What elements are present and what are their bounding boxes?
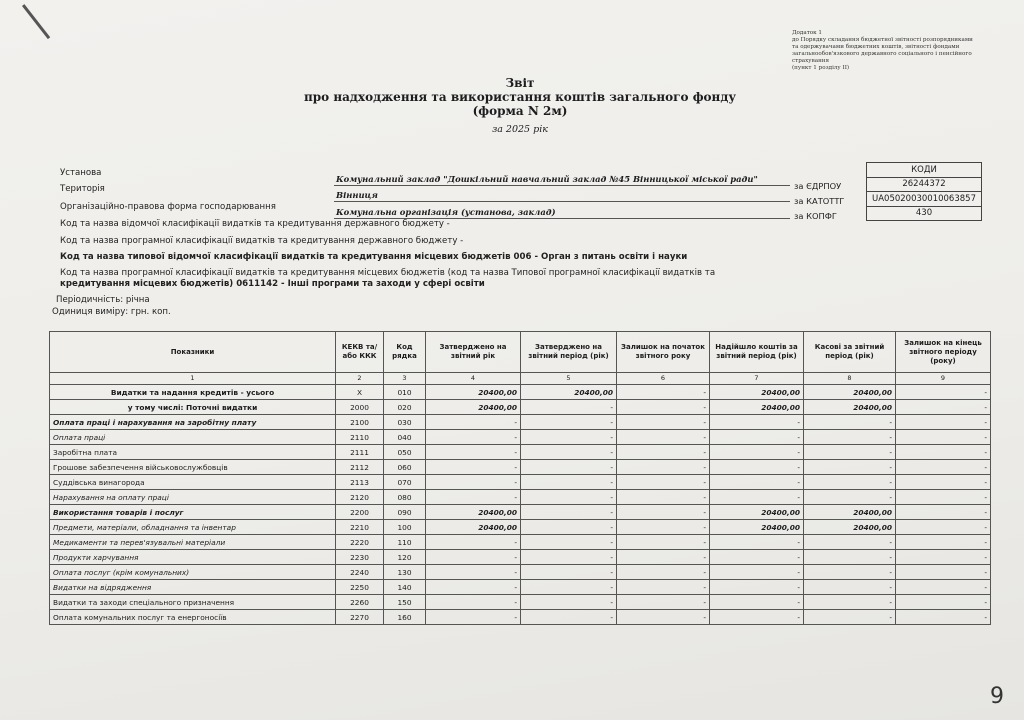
cell-c6: - (617, 610, 710, 625)
cell-c8: - (804, 445, 896, 460)
unit: Одиниця виміру: грн. коп. (52, 307, 171, 317)
table-row (50, 610, 991, 625)
code-katottg: UA05020030010063857 (867, 192, 982, 207)
cell-c5: - (521, 535, 617, 550)
cell-c4: - (426, 445, 521, 460)
cell-c5: - (521, 475, 617, 490)
cell-c4: - (426, 580, 521, 595)
cell-c5: - (521, 505, 617, 520)
report-year: за 2025 рік (492, 124, 548, 135)
cell-c5: - (521, 550, 617, 565)
report-title: Звіт (505, 76, 535, 90)
col-row-code: Код рядка (384, 332, 426, 373)
cell-c4: - (426, 430, 521, 445)
cell-c4: - (426, 565, 521, 580)
cell-code: 020 (384, 400, 426, 415)
cell-c5: - (521, 445, 617, 460)
cell-kekv: 2200 (336, 505, 384, 520)
table-row (50, 430, 991, 445)
table-row (50, 445, 991, 460)
cell-c8: - (804, 610, 896, 625)
cell-c6: - (617, 475, 710, 490)
col-received: Надійшло коштів за звітний період (рік) (710, 332, 804, 373)
cell-c9: - (896, 595, 991, 610)
cell-code: 110 (384, 535, 426, 550)
cell-name: Суддівська винагорода (50, 475, 336, 490)
table-body (50, 373, 991, 625)
cell-kekv: 2100 (336, 415, 384, 430)
annex-note: Додаток 1 до Порядку складання бюджетної звітності розпорядниками та одержувачами бюджетних коштів, звітності фондами загальнообов'язкового державного соціального і пенсійного страхування (пункт 1 розділу II) (792, 30, 973, 71)
cell-c8: 20400,00 (804, 400, 896, 415)
cell-code: 140 (384, 580, 426, 595)
cell-c6: - (617, 550, 710, 565)
cell-c7: - (710, 460, 804, 475)
cell-c9: - (896, 520, 991, 535)
cell-kekv: 2240 (336, 565, 384, 580)
cell-c7: 20400,00 (710, 505, 804, 520)
cell-c4: - (426, 460, 521, 475)
edrpou-label: за ЄДРПОУ (794, 181, 842, 191)
cell-c4: - (426, 475, 521, 490)
cell-c6: - (617, 535, 710, 550)
table-row (50, 415, 991, 430)
cell-c6: - (617, 460, 710, 475)
cell-c8: - (804, 430, 896, 445)
cell-c5: - (521, 595, 617, 610)
cell-c5: - (521, 430, 617, 445)
cell-kekv: 2120 (336, 490, 384, 505)
cell-code: 120 (384, 550, 426, 565)
cell-c6: - (617, 505, 710, 520)
cell-c4: 20400,00 (426, 505, 521, 520)
cell-c4: - (426, 535, 521, 550)
cell-kekv: 2113 (336, 475, 384, 490)
cell-c6: - (617, 445, 710, 460)
cell-c9: - (896, 490, 991, 505)
cell-c8: - (804, 475, 896, 490)
cell-name: Предмети, матеріали, обладнання та інвентар (50, 520, 336, 535)
cell-c6: - (617, 415, 710, 430)
cell-c7: 20400,00 (710, 385, 804, 400)
cell-c5: - (521, 460, 617, 475)
cell-c8: - (804, 460, 896, 475)
col-kekv: КЕКВ та/або ККК (336, 332, 384, 373)
cell-c5: 20400,00 (521, 385, 617, 400)
cell-c7: - (710, 580, 804, 595)
cell-c6: - (617, 385, 710, 400)
col-cash: Касові за звітний період (рік) (804, 332, 896, 373)
cell-c7: - (710, 415, 804, 430)
cell-code: 060 (384, 460, 426, 475)
cell-c4: 20400,00 (426, 520, 521, 535)
program-class-state: Код та назва програмної класифікації видатків та кредитування державного бюджету - (60, 236, 464, 246)
cell-c5: - (521, 580, 617, 595)
cell-c4: 20400,00 (426, 400, 521, 415)
code-kopfg: 430 (867, 206, 982, 221)
cell-c9: - (896, 415, 991, 430)
cell-c5: - (521, 565, 617, 580)
report-subtitle: про надходження та використання коштів загального фонду (304, 90, 736, 104)
cell-c4: - (426, 595, 521, 610)
cell-code: 090 (384, 505, 426, 520)
cell-code: 130 (384, 565, 426, 580)
cell-name: у тому числі: Поточні видатки (50, 400, 336, 415)
cell-c7: - (710, 550, 804, 565)
cell-kekv: 2000 (336, 400, 384, 415)
cell-c7: - (710, 565, 804, 580)
cell-c8: 20400,00 (804, 505, 896, 520)
cell-c4: - (426, 610, 521, 625)
cell-c9: - (896, 385, 991, 400)
cell-c7: - (710, 490, 804, 505)
cell-c7: - (710, 595, 804, 610)
cell-c7: 20400,00 (710, 520, 804, 535)
cell-c9: - (896, 550, 991, 565)
cell-kekv: 2230 (336, 550, 384, 565)
cell-c8: 20400,00 (804, 385, 896, 400)
table-row (50, 550, 991, 565)
cell-c5: - (521, 415, 617, 430)
codes-header: КОДИ (867, 163, 982, 178)
institution-label: Установа (60, 168, 102, 178)
col-indicators: Показники (50, 332, 336, 373)
cell-name: Оплата праці (50, 430, 336, 445)
cell-code: 030 (384, 415, 426, 430)
col-approved-year: Затверджено на звітний рік (426, 332, 521, 373)
legal-form-value: Комунальна організація (установа, заклад) (336, 207, 556, 217)
table-row (50, 580, 991, 595)
col-approved-period: Затверджено на звітний період (рік) (521, 332, 617, 373)
cell-c4: - (426, 490, 521, 505)
institution-value: Комунальний заклад "Дошкільний навчальний заклад №45 Вінницької міської ради" (336, 174, 758, 184)
cell-name: Оплата послуг (крім комунальних) (50, 565, 336, 580)
cell-kekv: 2110 (336, 430, 384, 445)
cell-c8: - (804, 565, 896, 580)
legal-form-label: Організаційно-правова форма господарювання (60, 202, 276, 212)
cell-code: 080 (384, 490, 426, 505)
table-row (50, 475, 991, 490)
cell-c6: - (617, 565, 710, 580)
cell-c9: - (896, 430, 991, 445)
kopfg-label: за КОПФГ (794, 211, 837, 221)
page-number: 9 (990, 684, 1004, 709)
cell-c7: - (710, 430, 804, 445)
cell-code: 050 (384, 445, 426, 460)
cell-c8: - (804, 595, 896, 610)
table-row (50, 595, 991, 610)
cell-name: Медикаменти та перев'язувальні матеріали (50, 535, 336, 550)
cell-c9: - (896, 535, 991, 550)
cell-c6: - (617, 520, 710, 535)
cell-code: 040 (384, 430, 426, 445)
cell-c8: - (804, 490, 896, 505)
cell-c9: - (896, 400, 991, 415)
cell-kekv: 2260 (336, 595, 384, 610)
cell-c8: - (804, 535, 896, 550)
cell-c7: - (710, 445, 804, 460)
cell-c6: - (617, 595, 710, 610)
cell-code: 070 (384, 475, 426, 490)
cell-c7: - (710, 610, 804, 625)
program-class-local-1: Код та назва програмної класифікації видатків та кредитування місцевих бюджетів (код та назва Типової програмної класифікації видатків та (60, 268, 716, 278)
cell-c5: - (521, 400, 617, 415)
cell-c4: - (426, 415, 521, 430)
cell-name: Заробітна плата (50, 445, 336, 460)
cell-code: 150 (384, 595, 426, 610)
cell-c5: - (521, 520, 617, 535)
program-class-local-2: кредитування місцевих бюджетів) 0611142 - Інші програми та заходи у сфері освіти (60, 279, 485, 289)
cell-c6: - (617, 400, 710, 415)
cell-name: Видатки та заходи спеціального призначення (50, 595, 336, 610)
table-row (50, 490, 991, 505)
territory-value: Вінниця (336, 190, 378, 200)
cell-kekv: 2111 (336, 445, 384, 460)
column-numbers-row: 1 2 3 4 5 6 7 8 9 (50, 373, 991, 385)
cell-c7: 20400,00 (710, 400, 804, 415)
cell-name: Використання товарів і послуг (50, 505, 336, 520)
cell-c8: 20400,00 (804, 520, 896, 535)
cell-c8: - (804, 415, 896, 430)
table-header-row (50, 332, 991, 373)
cell-c5: - (521, 610, 617, 625)
cell-name: Нарахування на оплату праці (50, 490, 336, 505)
cell-code: 160 (384, 610, 426, 625)
cell-code: 100 (384, 520, 426, 535)
cell-name: Продукти харчування (50, 550, 336, 565)
codes-table (866, 162, 982, 221)
cell-c8: - (804, 580, 896, 595)
cell-c4: 20400,00 (426, 385, 521, 400)
cell-name: Видатки на відрядження (50, 580, 336, 595)
cell-c6: - (617, 580, 710, 595)
cell-c9: - (896, 580, 991, 595)
report-table (49, 331, 991, 625)
table-row (50, 535, 991, 550)
cell-c5: - (521, 490, 617, 505)
table-row (50, 460, 991, 475)
cell-c9: - (896, 475, 991, 490)
cell-code: 010 (384, 385, 426, 400)
cell-kekv: 2112 (336, 460, 384, 475)
cell-c7: - (710, 475, 804, 490)
cell-kekv: 2220 (336, 535, 384, 550)
table-row (50, 565, 991, 580)
cell-kekv: 2250 (336, 580, 384, 595)
cell-kekv: 2270 (336, 610, 384, 625)
report-form: (форма N 2м) (472, 104, 568, 118)
dept-class-state: Код та назва відомчої класифікації видатків та кредитування державного бюджету - (60, 219, 450, 229)
cell-kekv: 2210 (336, 520, 384, 535)
cell-kekv: X (336, 385, 384, 400)
cell-c9: - (896, 565, 991, 580)
territory-label: Територія (60, 184, 105, 194)
code-edrpou: 26244372 (867, 177, 982, 192)
table-row (50, 505, 991, 520)
table-row (50, 520, 991, 535)
cell-c7: - (710, 535, 804, 550)
col-balance-start: Залишок на початок звітного року (617, 332, 710, 373)
col-balance-end: Залишок на кінець звітного періоду (року) (896, 332, 991, 373)
typical-dept-class: Код та назва типової відомчої класифікації видатків та кредитування місцевих бюджетів 006 - Орган з питань освіти і науки (60, 252, 688, 262)
cell-name: Оплата комунальних послуг та енергоносіїв (50, 610, 336, 625)
cell-name: Грошове забезпечення військовослужбовців (50, 460, 336, 475)
periodicity: Періодичність: річна (56, 295, 150, 305)
pen-mark (22, 4, 50, 39)
cell-c9: - (896, 445, 991, 460)
cell-c4: - (426, 550, 521, 565)
katottg-label: за КАТОТТГ (794, 196, 845, 206)
cell-c8: - (804, 550, 896, 565)
cell-c6: - (617, 490, 710, 505)
cell-c9: - (896, 460, 991, 475)
cell-c9: - (896, 610, 991, 625)
cell-c9: - (896, 505, 991, 520)
cell-name: Оплата праці і нарахування на заробітну плату (50, 415, 336, 430)
table-row (50, 400, 991, 415)
cell-c6: - (617, 430, 710, 445)
cell-name: Видатки та надання кредитів - усього (50, 385, 336, 400)
table-row (50, 385, 991, 400)
